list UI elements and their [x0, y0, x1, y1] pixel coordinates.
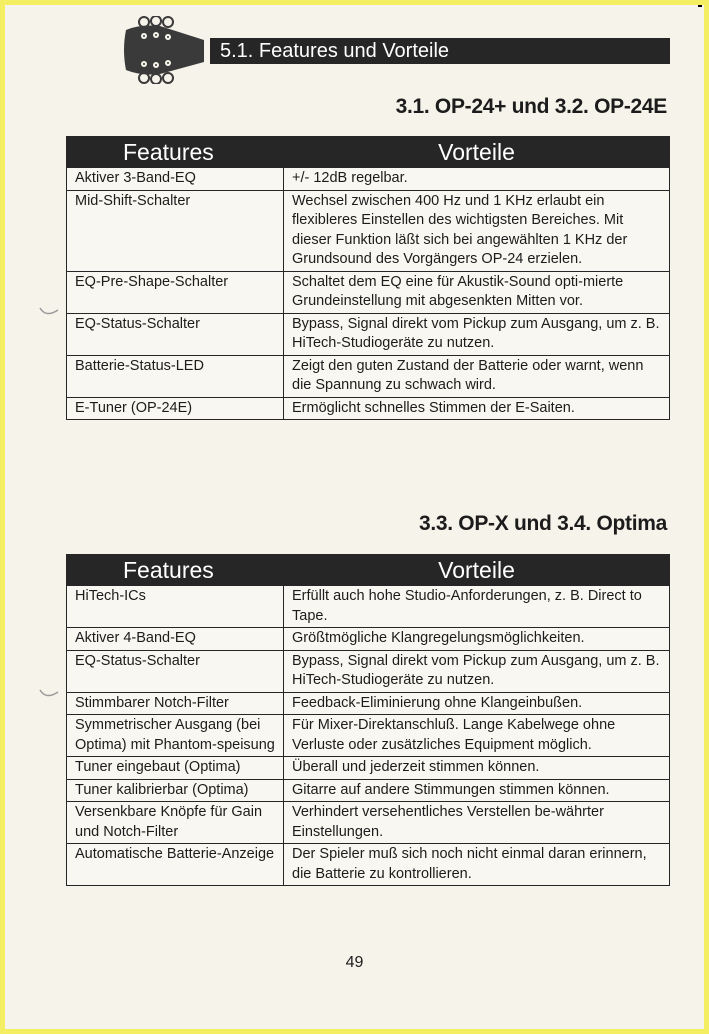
feature-cell: Aktiver 4-Band-EQ: [67, 628, 284, 651]
vorteil-cell: Für Mixer-Direktanschluß. Lange Kabelwege ohne Verluste oder zusätzliches Equipment möglich.: [284, 715, 670, 757]
features-table-opx: [66, 554, 670, 886]
table-row: [67, 355, 670, 397]
column-header-vorteile: Vorteile: [284, 137, 670, 168]
column-header-features: Features: [67, 137, 284, 168]
feature-cell: Tuner eingebaut (Optima): [67, 757, 284, 780]
feature-cell: Stimmbarer Notch-Filter: [67, 692, 284, 715]
feature-cell: Versenkbare Knöpfe für Gain und Notch-Filter: [67, 802, 284, 844]
vorteil-cell: Größtmögliche Klangregelungsmöglichkeiten.: [284, 628, 670, 651]
section-title: 5.1. Features und Vorteile: [210, 38, 670, 64]
table-row: [67, 779, 670, 802]
table-header-row: [67, 555, 670, 586]
feature-cell: EQ-Status-Schalter: [67, 313, 284, 355]
table-row: [67, 802, 670, 844]
feature-cell: HiTech-ICs: [67, 586, 284, 628]
vorteil-cell: Bypass, Signal direkt vom Pickup zum Ausgang, um z. B. HiTech-Studiogeräte zu nutzen.: [284, 313, 670, 355]
feature-cell: Tuner kalibrierbar (Optima): [67, 779, 284, 802]
binding-hole-icon: [38, 684, 60, 702]
feature-cell: Aktiver 3-Band-EQ: [67, 168, 284, 191]
feature-cell: Batterie-Status-LED: [67, 355, 284, 397]
feature-cell: Automatische Batterie-Anzeige: [67, 844, 284, 886]
corner-mark: [698, 5, 702, 7]
vorteil-cell: Erfüllt auch hohe Studio-Anforderungen, z. B. Direct to Tape.: [284, 586, 670, 628]
table-header-row: [67, 137, 670, 168]
guitar-headstock-icon: [120, 16, 208, 84]
vorteil-cell: Bypass, Signal direkt vom Pickup zum Ausgang, um z. B. HiTech-Studiogeräte zu nutzen.: [284, 650, 670, 692]
vorteil-cell: Der Spieler muß sich noch nicht einmal daran erinnern, die Batterie zu kontrollieren.: [284, 844, 670, 886]
vorteil-cell: Überall und jederzeit stimmen können.: [284, 757, 670, 780]
vorteil-cell: Zeigt den guten Zustand der Batterie oder warnt, wenn die Spannung zu schwach wird.: [284, 355, 670, 397]
table-row: [67, 168, 670, 191]
page-number: 49: [345, 954, 364, 971]
vorteil-cell: Verhindert versehentliches Verstellen be-währter Einstellungen.: [284, 802, 670, 844]
features-table-op24: [66, 136, 670, 420]
table-row: [67, 715, 670, 757]
column-header-vorteile: Vorteile: [284, 555, 670, 586]
table-row: [67, 313, 670, 355]
table-row: [67, 628, 670, 651]
feature-cell: EQ-Pre-Shape-Schalter: [67, 271, 284, 313]
table-row: [67, 586, 670, 628]
table-row: [67, 271, 670, 313]
feature-cell: Mid-Shift-Schalter: [67, 190, 284, 271]
column-header-features: Features: [67, 555, 284, 586]
vorteil-cell: Ermöglicht schnelles Stimmen der E-Saiten.: [284, 397, 670, 420]
table-row: [67, 757, 670, 780]
table-row: [67, 844, 670, 886]
binding-hole-icon: [38, 302, 60, 320]
table-heading-op24: 3.1. OP-24+ und 3.2. OP-24E: [395, 95, 667, 118]
vorteil-cell: Schaltet dem EQ eine für Akustik-Sound opti-mierte Grundeinstellung mit abgesenkten Mitten vor.: [284, 271, 670, 313]
feature-cell: Symmetrischer Ausgang (bei Optima) mit Phantom-speisung: [67, 715, 284, 757]
vorteil-cell: Feedback-Eliminierung ohne Klangeinbußen.: [284, 692, 670, 715]
vorteil-cell: Gitarre auf andere Stimmungen stimmen können.: [284, 779, 670, 802]
table-row: [67, 190, 670, 271]
vorteil-cell: +/- 12dB regelbar.: [284, 168, 670, 191]
vorteil-cell: Wechsel zwischen 400 Hz und 1 KHz erlaubt ein flexibleres Einstellen des wichtigsten Bereiches. Mit dieser Funktion läßt sich bei angewählten 1 KHz der Grundsound des Vorgängers OP-24 erzielen.: [284, 190, 670, 271]
table-heading-opx: 3.3. OP-X und 3.4. Optima: [418, 512, 667, 535]
feature-cell: E-Tuner (OP-24E): [67, 397, 284, 420]
table-row: [67, 650, 670, 692]
feature-cell: EQ-Status-Schalter: [67, 650, 284, 692]
table-row: [67, 397, 670, 420]
table-row: [67, 692, 670, 715]
